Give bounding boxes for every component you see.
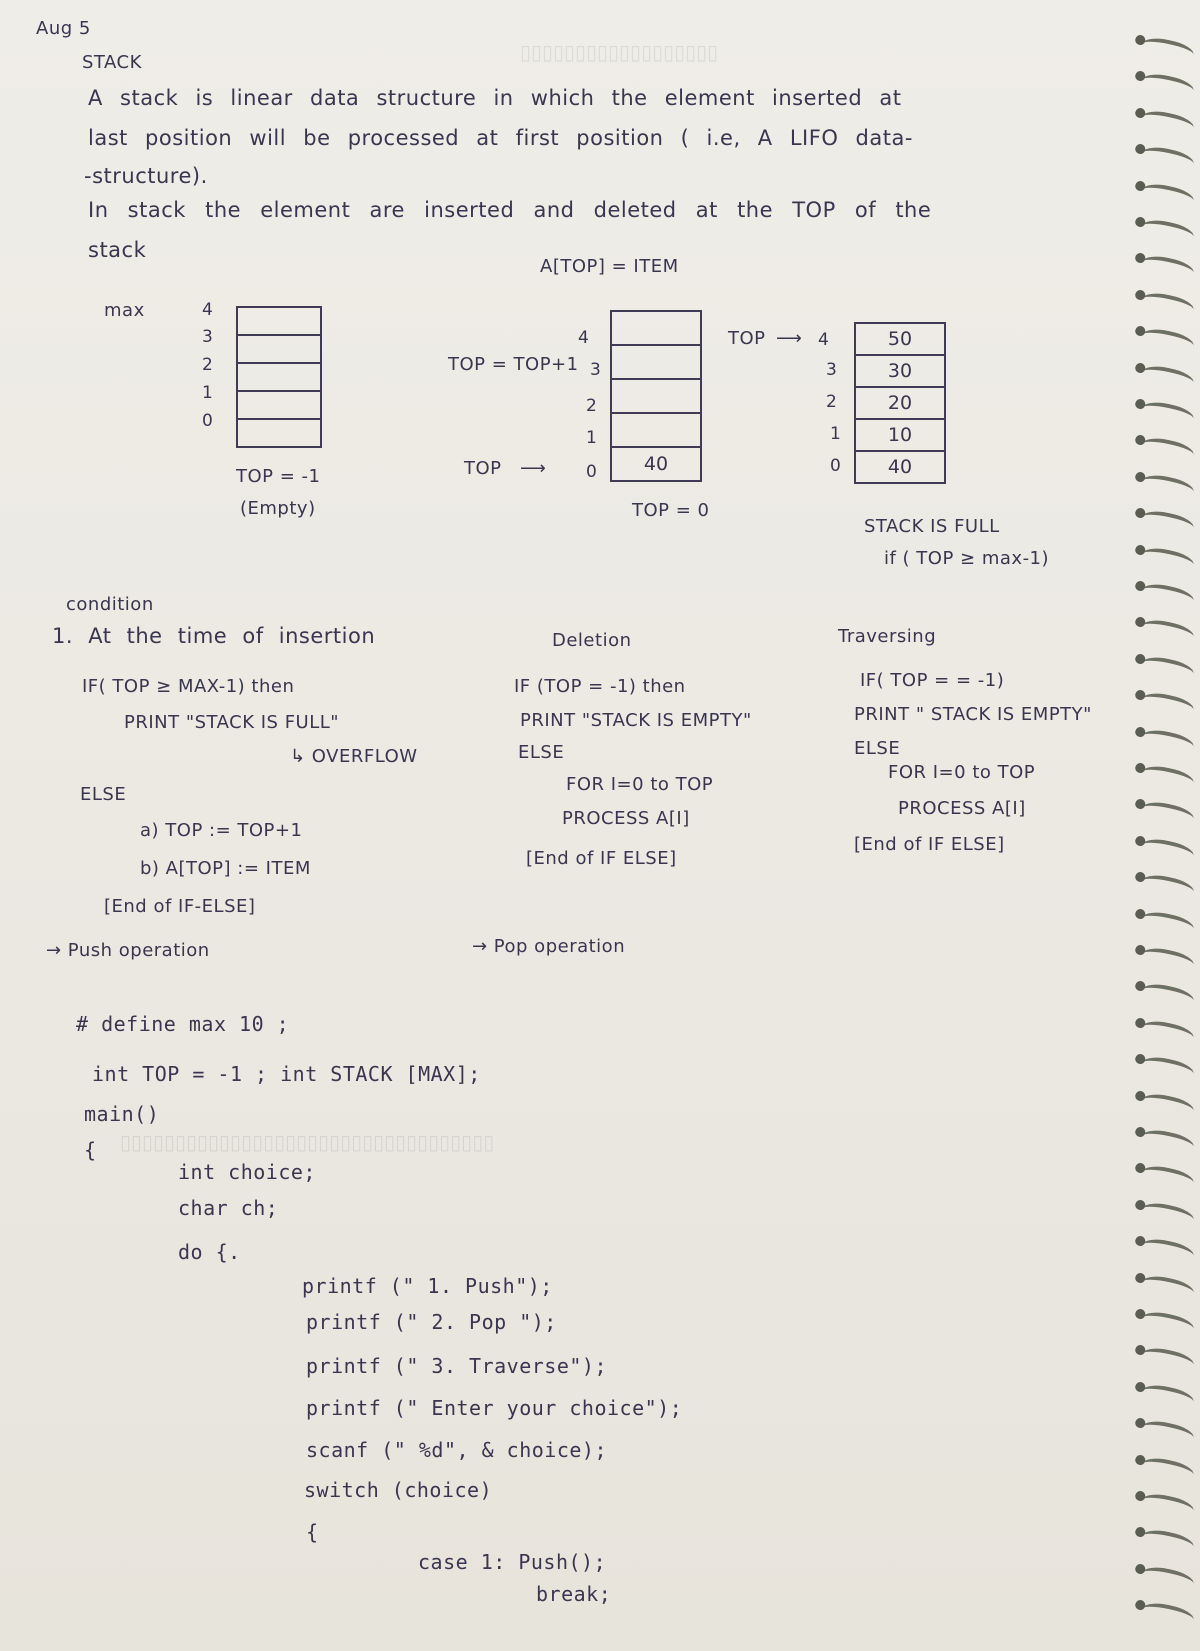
spiral-ring: [1141, 1382, 1196, 1410]
stack-index: 1: [830, 424, 841, 444]
spiral-ring: [1141, 617, 1196, 645]
spiral-ring: [1141, 217, 1196, 245]
code-line: main(): [84, 1102, 160, 1126]
intro-line-2: last position will be processed at first position ( i.e, A LIFO data-: [88, 126, 913, 150]
deletion-end: [End of IF ELSE]: [526, 848, 677, 869]
insertion-end: [End of IF-ELSE]: [104, 896, 256, 917]
stack-index: 1: [586, 428, 597, 448]
stack-full-condition: if ( TOP ≥ max-1): [884, 548, 1050, 569]
spiral-ring: [1141, 435, 1196, 463]
deletion-title: Deletion: [552, 630, 632, 651]
spiral-ring: [1141, 1054, 1196, 1082]
code-line: # define max 10 ;: [76, 1012, 290, 1036]
spiral-ring: [1141, 1309, 1196, 1337]
stack-index: 4: [578, 328, 589, 348]
traversing-print: PRINT " STACK IS EMPTY": [854, 704, 1092, 725]
spiral-ring: [1141, 544, 1196, 572]
arrow-icon: ⟶: [520, 458, 547, 479]
top-arrow-label: TOP: [728, 328, 766, 349]
spiral-ring: [1141, 763, 1196, 791]
spiral-ring: [1141, 836, 1196, 864]
insertion-step-a: a) TOP := TOP+1: [140, 820, 303, 841]
stack-value: 10: [887, 424, 913, 446]
code-line: scanf (" %d", & choice);: [306, 1438, 607, 1462]
insertion-overflow: ↳ OVERFLOW: [290, 746, 418, 767]
spiral-ring: [1141, 872, 1196, 900]
spiral-ring: [1141, 1163, 1196, 1191]
code-line: {: [84, 1138, 97, 1162]
stack-full-label: STACK IS FULL: [864, 516, 1000, 537]
spiral-ring: [1141, 908, 1196, 936]
spiral-ring: [1141, 399, 1196, 427]
stack-cell: [236, 362, 322, 392]
deletion-else: ELSE: [518, 742, 565, 763]
stack-cell: [236, 334, 322, 364]
code-line: break;: [536, 1582, 612, 1606]
stack-index: 0: [202, 411, 213, 431]
traversing-else: ELSE: [854, 738, 901, 759]
spiral-ring: [1141, 945, 1196, 973]
stack-value: 20: [887, 392, 913, 414]
stack-index: 4: [202, 300, 213, 320]
stack-cell: [854, 386, 946, 420]
spiral-ring: [1141, 362, 1196, 390]
pop-operation: → Pop operation: [472, 936, 626, 957]
stack-index: 2: [826, 392, 837, 412]
spiral-ring: [1141, 290, 1196, 318]
traversing-end: [End of IF ELSE]: [854, 834, 1005, 855]
spiral-ring: [1141, 1564, 1196, 1592]
stack-cell: [854, 354, 946, 388]
code-line: do {.: [178, 1240, 241, 1264]
stack-cell: [854, 418, 946, 452]
push-operation: → Push operation: [46, 940, 210, 961]
spiral-ring: [1141, 472, 1196, 500]
intro-line-5: stack: [88, 238, 147, 262]
bleed-through: ▯▯▯▯▯▯▯▯▯▯▯▯▯▯▯▯▯▯▯▯▯▯▯▯▯▯▯▯▯▯▯▯▯▯: [120, 1130, 495, 1154]
intro-line-3: -structure).: [84, 164, 208, 188]
code-line: switch (choice): [304, 1478, 493, 1502]
spiral-ring: [1141, 1090, 1196, 1118]
spiral-ring: [1141, 326, 1196, 354]
stack-cell: [610, 344, 702, 380]
deletion-process: PROCESS A[I]: [562, 808, 690, 829]
code-line: case 1: Push();: [418, 1550, 607, 1574]
heading: STACK: [82, 52, 142, 73]
deletion-for: FOR I=0 to TOP: [566, 774, 714, 795]
traversing-for: FOR I=0 to TOP: [888, 762, 1036, 783]
stack-value: 30: [887, 360, 913, 382]
stack-cell: [610, 446, 702, 482]
spiral-ring: [1141, 1454, 1196, 1482]
insertion-print: PRINT "STACK IS FULL": [124, 712, 340, 733]
stack-index: 0: [586, 462, 597, 482]
code-line: int TOP = -1 ; int STACK [MAX];: [92, 1062, 481, 1086]
code-line: printf (" Enter your choice");: [306, 1396, 683, 1420]
stack-cell: [854, 322, 946, 356]
stack-value: 50: [887, 328, 913, 350]
spiral-ring: [1141, 690, 1196, 718]
deletion-if: IF (TOP = -1) then: [514, 676, 686, 697]
code-line: char ch;: [178, 1196, 279, 1220]
top-zero: TOP = 0: [632, 500, 710, 521]
spiral-ring: [1141, 144, 1196, 172]
stack-index: 3: [202, 327, 213, 347]
stack-cell: [236, 418, 322, 448]
stack-value: 40: [643, 453, 669, 475]
spiral-ring: [1141, 1272, 1196, 1300]
spiral-binding: [1132, 40, 1200, 1640]
traversing-if: IF( TOP = = -1): [860, 670, 1005, 691]
deletion-print: PRINT "STACK IS EMPTY": [520, 710, 752, 731]
spiral-ring: [1141, 1200, 1196, 1228]
spiral-ring: [1141, 1600, 1196, 1628]
stack-cell: [854, 450, 946, 484]
insertion-step-b: b) A[TOP] := ITEM: [140, 858, 311, 879]
code-line: printf (" 2. Pop ");: [306, 1310, 557, 1334]
arrow-icon: ⟶: [776, 328, 803, 349]
insertion-else: ELSE: [80, 784, 127, 805]
code-line: printf (" 3. Traverse");: [306, 1354, 607, 1378]
spiral-ring: [1141, 726, 1196, 754]
code-line: printf (" 1. Push");: [302, 1274, 553, 1298]
intro-line-4: In stack the element are inserted and deleted at the TOP of the: [88, 198, 932, 222]
formula: A[TOP] = ITEM: [540, 256, 679, 277]
spiral-ring: [1141, 981, 1196, 1009]
spiral-ring: [1141, 253, 1196, 281]
bleed-through: ▯▯▯▯▯▯▯▯▯▯▯▯▯▯▯▯▯▯: [520, 40, 719, 64]
spiral-ring: [1141, 180, 1196, 208]
stack-cell: [236, 390, 322, 420]
spiral-ring: [1141, 654, 1196, 682]
spiral-ring: [1141, 799, 1196, 827]
date-label: Aug 5: [36, 18, 91, 39]
stack-cell: [236, 306, 322, 336]
intro-line-1: A stack is linear data structure in which the element inserted at: [88, 86, 902, 110]
spiral-ring: [1141, 1491, 1196, 1519]
spiral-ring: [1141, 508, 1196, 536]
stack-index: 4: [818, 330, 829, 350]
top-arrow-label: TOP: [464, 458, 502, 479]
empty-label: (Empty): [240, 498, 316, 519]
max-label: max: [104, 300, 145, 321]
insertion-if: IF( TOP ≥ MAX-1) then: [82, 676, 295, 697]
stack-index: 3: [826, 360, 837, 380]
spiral-ring: [1141, 1127, 1196, 1155]
spiral-ring: [1141, 1345, 1196, 1373]
traversing-process: PROCESS A[I]: [898, 798, 1026, 819]
spiral-ring: [1141, 1527, 1196, 1555]
insertion-title: 1. At the time of insertion: [52, 624, 376, 648]
spiral-ring: [1141, 71, 1196, 99]
code-line: {: [306, 1520, 319, 1544]
condition-heading: condition: [66, 594, 154, 615]
stack-cell: [610, 378, 702, 414]
top-minus-one: TOP = -1: [236, 466, 321, 487]
top-increment: TOP = TOP+1: [448, 354, 579, 375]
stack-value: 40: [887, 456, 913, 478]
stack-index: 0: [830, 456, 841, 476]
spiral-ring: [1141, 1018, 1196, 1046]
code-line: int choice;: [178, 1160, 316, 1184]
stack-index: 2: [586, 396, 597, 416]
spiral-ring: [1141, 108, 1196, 136]
traversing-title: Traversing: [838, 626, 937, 647]
stack-index: 2: [202, 355, 213, 375]
spiral-ring: [1141, 35, 1196, 63]
stack-cell: [610, 412, 702, 448]
spiral-ring: [1141, 581, 1196, 609]
stack-cell: [610, 310, 702, 346]
spiral-ring: [1141, 1236, 1196, 1264]
spiral-ring: [1141, 1418, 1196, 1446]
stack-index: 1: [202, 383, 213, 403]
stack-index: 3: [590, 360, 601, 380]
